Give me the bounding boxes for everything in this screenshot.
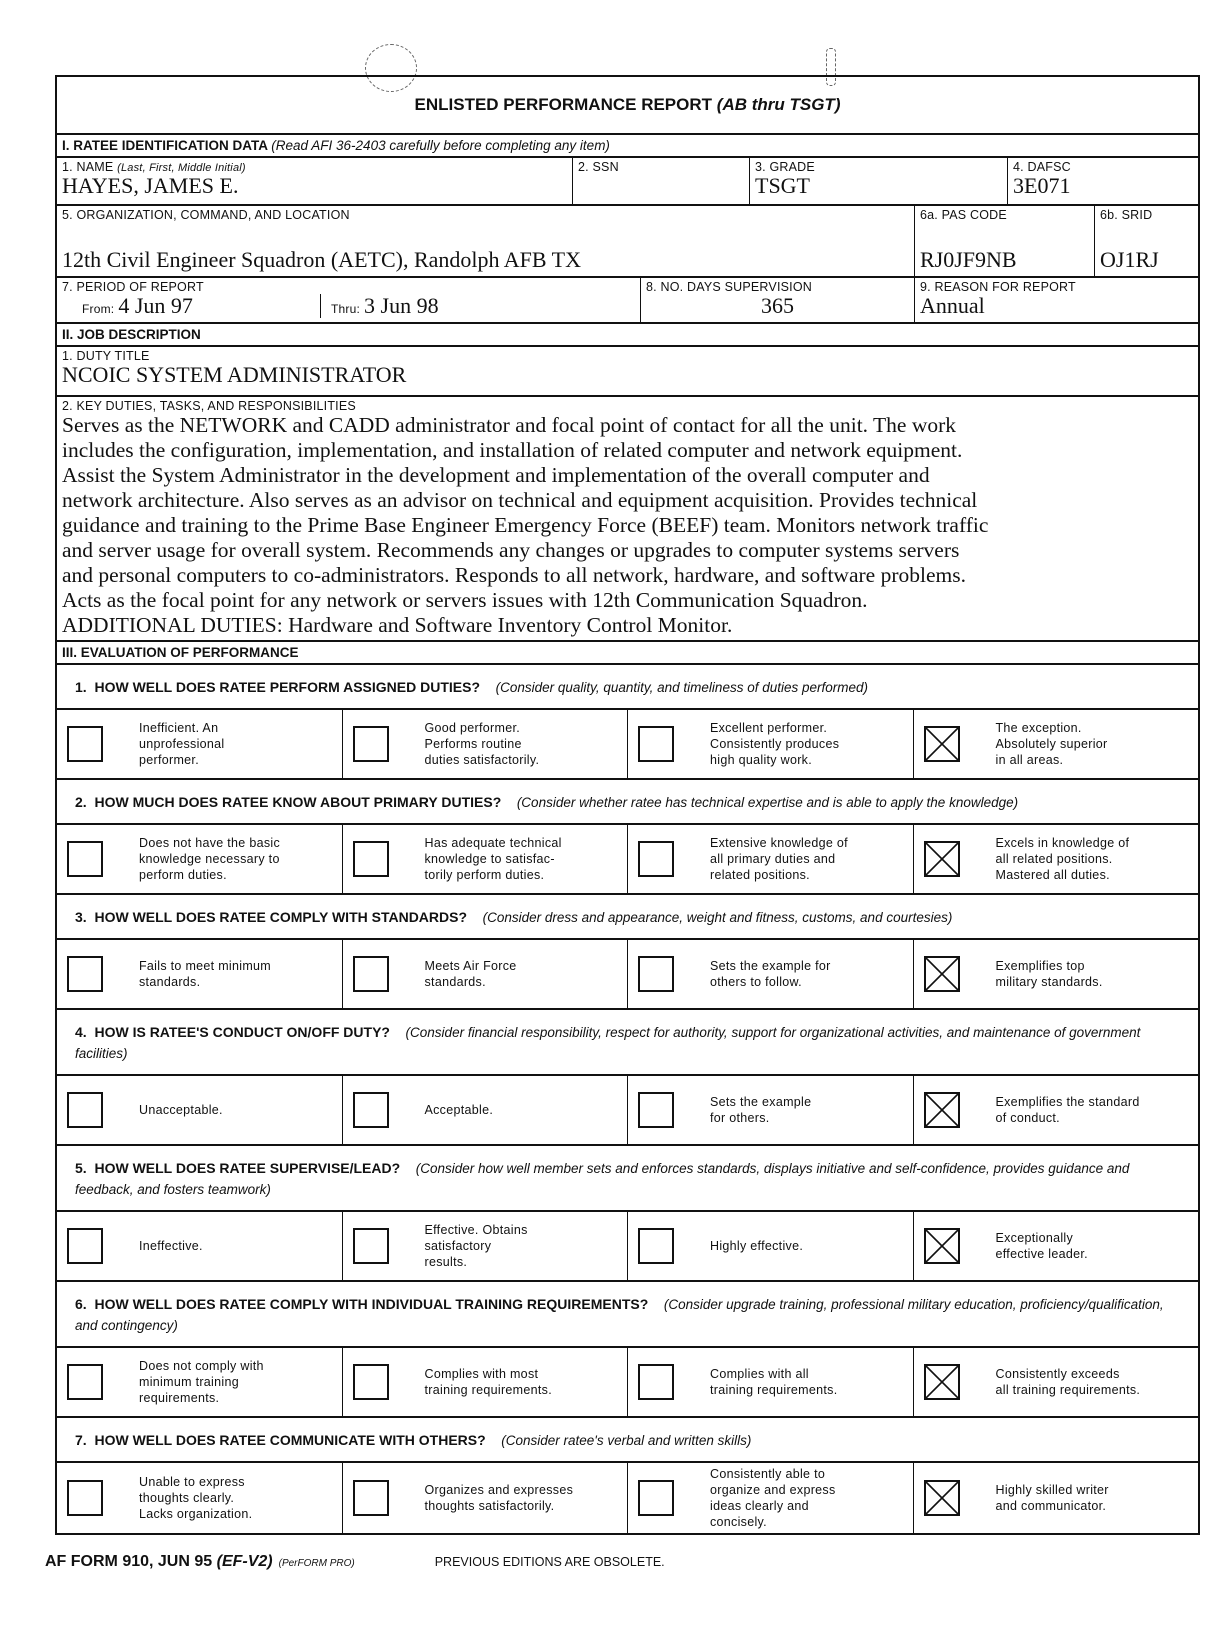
empty-checkbox[interactable]: [353, 1228, 389, 1264]
rating-option-label: Unacceptable.: [139, 1103, 223, 1117]
evaluation-question-row: [57, 895, 1198, 940]
rating-option-label: Consistently able to organize and express ideas clearly and concisely.: [710, 1467, 836, 1529]
empty-checkbox[interactable]: [67, 1228, 103, 1264]
rating-option[interactable]: [57, 710, 342, 778]
empty-checkbox[interactable]: [638, 956, 674, 992]
rating-option[interactable]: [342, 1212, 628, 1280]
empty-checkbox[interactable]: [638, 841, 674, 877]
srid-value: OJ1RJ: [1100, 247, 1159, 272]
evaluation-question: 4. HOW IS RATEE'S CONDUCT ON/OFF DUTY? (Consider financial responsibility, respect for authority, support for organizational activities, and maintenance of government facilities): [75, 1024, 1141, 1061]
key-duties-text: Serves as the NETWORK and CADD administrator and focal point of contact for all the unit. The work includes the configuration, implementation, and installation of related computer and network equipment. Assist the System Administrator in the development and implementation of the overall computer and network architecture. Also serves as an advisor on technical and equipment acquisition. Provides technical guidance and training to the Prime Base Engineer Emergency Force (BEEF) team. Monitors network traffic and server usage for overall system. Recommends any changes or upgrades to computer systems servers and personal computers to co-administrators. Responds to all network, hardware, and software problems. Acts as the focal point for any network or servers issues with 12th Communication Squadron. ADDITIONAL DUTIES: Hardware and Software Inventory Control Monitor.: [62, 413, 989, 637]
srid-field[interactable]: 6b. SRID OJ1RJ: [1094, 206, 1198, 276]
reason-for-report-value: Annual: [920, 293, 985, 318]
organization-field[interactable]: 5. ORGANIZATION, COMMAND, AND LOCATION 12th Civil Engineer Squadron (AETC), Randolph AFB TX: [62, 208, 582, 272]
pas-code-field[interactable]: 6a. PAS CODE RJ0JF9NB: [914, 206, 1094, 276]
enlisted-performance-report-form: [55, 75, 1200, 1535]
empty-checkbox[interactable]: [67, 1092, 103, 1128]
empty-checkbox[interactable]: [353, 1092, 389, 1128]
rating-options-row: [57, 1076, 1198, 1146]
rating-option[interactable]: [627, 1463, 913, 1533]
rating-option-label: Exemplifies the standard of conduct.: [995, 1095, 1140, 1125]
rating-option-label: Ineffective.: [139, 1239, 203, 1253]
empty-checkbox[interactable]: [67, 956, 103, 992]
from-date-value: 4 Jun 97: [118, 293, 193, 318]
rating-option[interactable]: [57, 1076, 342, 1144]
thru-date-value: 3 Jun 98: [364, 293, 439, 318]
thru-date-field[interactable]: Thru: 3 Jun 98: [331, 293, 439, 318]
rating-option[interactable]: [627, 710, 913, 778]
grade-field[interactable]: 3. GRADE TSGT: [749, 158, 1007, 204]
rating-option-label: Does not comply with minimum training requirements.: [139, 1359, 264, 1405]
rating-option[interactable]: [342, 1348, 628, 1416]
organization-value: 12th Civil Engineer Squadron (AETC), Randolph AFB TX: [62, 247, 582, 272]
empty-checkbox[interactable]: [67, 1364, 103, 1400]
form-footer: [45, 1553, 1145, 1571]
rating-options-row: [57, 1348, 1198, 1418]
empty-checkbox[interactable]: [353, 841, 389, 877]
dafsc-value: 3E071: [1013, 173, 1071, 198]
evaluation-question-row: [57, 665, 1198, 710]
grade-value: TSGT: [755, 173, 810, 198]
rating-option-label: The exception. Absolutely superior in all areas.: [995, 721, 1108, 767]
rating-options-row: [57, 710, 1198, 780]
empty-checkbox[interactable]: [353, 726, 389, 762]
rating-option[interactable]: [913, 1212, 1199, 1280]
checked-box-icon[interactable]: [924, 1364, 960, 1400]
rating-option[interactable]: [57, 1212, 342, 1280]
rating-option[interactable]: [913, 1463, 1199, 1533]
duty-title-value: NCOIC SYSTEM ADMINISTRATOR: [62, 362, 407, 387]
rating-option-label: Complies with all training requirements.: [710, 1367, 838, 1397]
section-2-heading: II. JOB DESCRIPTION: [62, 327, 201, 342]
empty-checkbox[interactable]: [353, 1364, 389, 1400]
checked-box-icon[interactable]: [924, 956, 960, 992]
rating-option[interactable]: [342, 940, 628, 1008]
evaluation-question-row: [57, 780, 1198, 825]
rating-option-label: Inefficient. An unprofessional performer.: [139, 721, 225, 767]
evaluation-questions: [57, 665, 1198, 1533]
reason-for-report-field[interactable]: 9. REASON FOR REPORT Annual: [914, 278, 1198, 322]
rating-option-label: Extensive knowledge of all primary duties and related positions.: [710, 836, 848, 882]
duty-title-row: [57, 347, 1198, 397]
days-supervision-field[interactable]: 8. NO. DAYS SUPERVISION 365: [640, 278, 914, 322]
section-1-heading-row: [57, 135, 1198, 158]
days-supervision-value: 365: [761, 293, 794, 318]
rating-option-label: Acceptable.: [424, 1103, 494, 1117]
empty-checkbox[interactable]: [638, 1228, 674, 1264]
rating-option[interactable]: [913, 825, 1199, 893]
rating-option[interactable]: [342, 825, 628, 893]
section-2-heading-row: [57, 324, 1198, 347]
rating-option[interactable]: [913, 710, 1199, 778]
rating-option-label: Has adequate technical knowledge to satisfac- torily perform duties.: [424, 836, 562, 882]
rating-option[interactable]: [342, 1076, 628, 1144]
evaluation-question-row: [57, 1282, 1198, 1348]
section-3-heading: III. EVALUATION OF PERFORMANCE: [62, 645, 299, 660]
rating-option-label: Exceptionally effective leader.: [995, 1231, 1088, 1261]
key-duties-field[interactable]: 2. KEY DUTIES, TASKS, AND RESPONSIBILITIES Serves as the NETWORK and CADD administrator and focal point of contact for all the unit. The work includes the configuration, implementation, and installation of related computer and network equipment. Assist the System Administrator in the development and implementation of the overall computer and network architecture. Also serves as an advisor on technical and equipment acquisition. Provides technical guidance and training to the Prime Base Engineer Emergency Force (BEEF) team. Monitors network traffic and server usage for overall system. Recommends any changes or upgrades to computer systems servers and personal computers to co-administrators. Responds to all network, hardware, and software problems. Acts as the focal point for any network or servers issues with 12th Communication Squadron. ADDITIONAL DUTIES: Hardware and Software Inventory Control Monitor.: [57, 397, 1198, 640]
empty-checkbox[interactable]: [67, 1480, 103, 1516]
empty-checkbox[interactable]: [638, 1092, 674, 1128]
rating-option[interactable]: [627, 1076, 913, 1144]
rating-options-row: [57, 825, 1198, 895]
rating-option[interactable]: [913, 1076, 1199, 1144]
period-row: [57, 278, 1198, 324]
rating-option-label: Unable to express thoughts clearly. Lacks organization.: [139, 1475, 253, 1521]
rating-option[interactable]: [627, 1348, 913, 1416]
duty-title-field[interactable]: 1. DUTY TITLE NCOIC SYSTEM ADMINISTRATOR: [57, 347, 1198, 395]
dafsc-field[interactable]: 4. DAFSC 3E071: [1007, 158, 1198, 204]
empty-checkbox[interactable]: [638, 726, 674, 762]
rating-option[interactable]: [342, 1463, 628, 1533]
form-title: ENLISTED PERFORMANCE REPORT (AB thru TSGT): [414, 95, 841, 114]
rating-option-label: Organizes and expresses thoughts satisfactorily.: [424, 1483, 574, 1513]
identification-row: [57, 158, 1198, 206]
empty-checkbox[interactable]: [67, 726, 103, 762]
empty-checkbox[interactable]: [638, 1480, 674, 1516]
evaluation-question: 3. HOW WELL DOES RATEE COMPLY WITH STANDARDS? (Consider dress and appearance, weight and fitness, customs, and courtesies): [75, 909, 953, 925]
evaluation-question: 1. HOW WELL DOES RATEE PERFORM ASSIGNED DUTIES? (Consider quality, quantity, and timeliness of duties performed): [75, 679, 869, 695]
obsolete-notice: PREVIOUS EDITIONS ARE OBSOLETE.: [434, 1555, 665, 1569]
rating-option-label: Sets the example for others to follow.: [710, 959, 831, 989]
rating-option-label: Complies with most training requirements.: [424, 1367, 552, 1397]
checked-box-icon[interactable]: [924, 1092, 960, 1128]
evaluation-question: 5. HOW WELL DOES RATEE SUPERVISE/LEAD? (Consider how well member sets and enforces standards, displays initiative and self-confidence, provides guidance and feedback, and fosters teamwork): [75, 1160, 1130, 1197]
rating-option-label: Consistently exceeds all training requirements.: [995, 1367, 1141, 1397]
rating-options-row: [57, 1212, 1198, 1282]
evaluation-question: 7. HOW WELL DOES RATEE COMMUNICATE WITH OTHERS? (Consider ratee's verbal and written skills): [75, 1432, 752, 1448]
rating-option-label: Effective. Obtains satisfactory results.: [424, 1223, 528, 1269]
rating-option[interactable]: [342, 710, 628, 778]
key-duties-row: [57, 397, 1198, 642]
rating-option-label: Fails to meet minimum standards.: [139, 959, 272, 989]
rating-option[interactable]: [913, 1348, 1199, 1416]
rating-option-label: Meets Air Force standards.: [424, 959, 517, 989]
form-identifier: AF FORM 910, JUN 95 (EF-V2): [45, 1553, 273, 1570]
from-date-field[interactable]: From: 4 Jun 97: [62, 294, 321, 318]
software-label: (PerFORM PRO): [278, 1558, 355, 1569]
rating-option[interactable]: [627, 825, 913, 893]
rating-option[interactable]: [627, 940, 913, 1008]
section-1-heading: I. RATEE IDENTIFICATION DATA (Read AFI 36-2403 carefully before completing any item): [62, 138, 610, 153]
checked-box-icon[interactable]: [924, 841, 960, 877]
empty-checkbox[interactable]: [638, 1364, 674, 1400]
ssn-field[interactable]: 2. SSN: [572, 158, 749, 204]
evaluation-question-row: [57, 1010, 1198, 1076]
empty-checkbox[interactable]: [353, 956, 389, 992]
evaluation-question: 2. HOW MUCH DOES RATEE KNOW ABOUT PRIMARY DUTIES? (Consider whether ratee has technical expertise and is able to apply the knowledge): [75, 794, 1019, 810]
rating-option-label: Highly skilled writer and communicator.: [995, 1483, 1109, 1513]
rating-options-row: [57, 1463, 1198, 1533]
name-value: HAYES, JAMES E.: [62, 173, 239, 198]
rating-option[interactable]: [627, 1212, 913, 1280]
rating-option[interactable]: [57, 825, 342, 893]
rating-option-label: Exemplifies top military standards.: [995, 959, 1103, 989]
period-of-report-field: 7. PERIOD OF REPORT From: 4 Jun 97 Thru: 3 Jun 98: [62, 280, 439, 318]
rating-options-row: [57, 940, 1198, 1010]
rating-option-label: Does not have the basic knowledge necessary to perform duties.: [139, 836, 281, 882]
rating-option[interactable]: [57, 1348, 342, 1416]
organization-row: [57, 206, 1198, 278]
section-3-heading-row: [57, 642, 1198, 665]
rating-option-label: Excellent performer. Consistently produces high quality work.: [710, 721, 840, 767]
evaluation-question-row: [57, 1146, 1198, 1212]
empty-checkbox[interactable]: [67, 841, 103, 877]
form-title-row: [57, 77, 1198, 135]
rating-option[interactable]: [913, 940, 1199, 1008]
checked-box-icon[interactable]: [924, 726, 960, 762]
rating-option[interactable]: [57, 940, 342, 1008]
pas-code-value: RJ0JF9NB: [920, 247, 1017, 272]
checked-box-icon[interactable]: [924, 1228, 960, 1264]
checked-box-icon[interactable]: [924, 1480, 960, 1516]
rating-option[interactable]: [57, 1463, 342, 1533]
rating-option-label: Good performer. Performs routine duties satisfactorily.: [424, 721, 540, 767]
name-field[interactable]: 1. NAME (Last, First, Middle Initial) HAYES, JAMES E.: [57, 158, 572, 204]
empty-checkbox[interactable]: [353, 1480, 389, 1516]
rating-option-label: Sets the example for others.: [710, 1095, 812, 1125]
rating-option-label: Highly effective.: [710, 1239, 804, 1253]
evaluation-question-row: [57, 1418, 1198, 1463]
evaluation-question: 6. HOW WELL DOES RATEE COMPLY WITH INDIVIDUAL TRAINING REQUIREMENTS? (Consider upgrade training, professional military education, proficiency/qualification, and contingency): [75, 1296, 1164, 1333]
rating-option-label: Excels in knowledge of all related positions. Mastered all duties.: [995, 836, 1130, 882]
